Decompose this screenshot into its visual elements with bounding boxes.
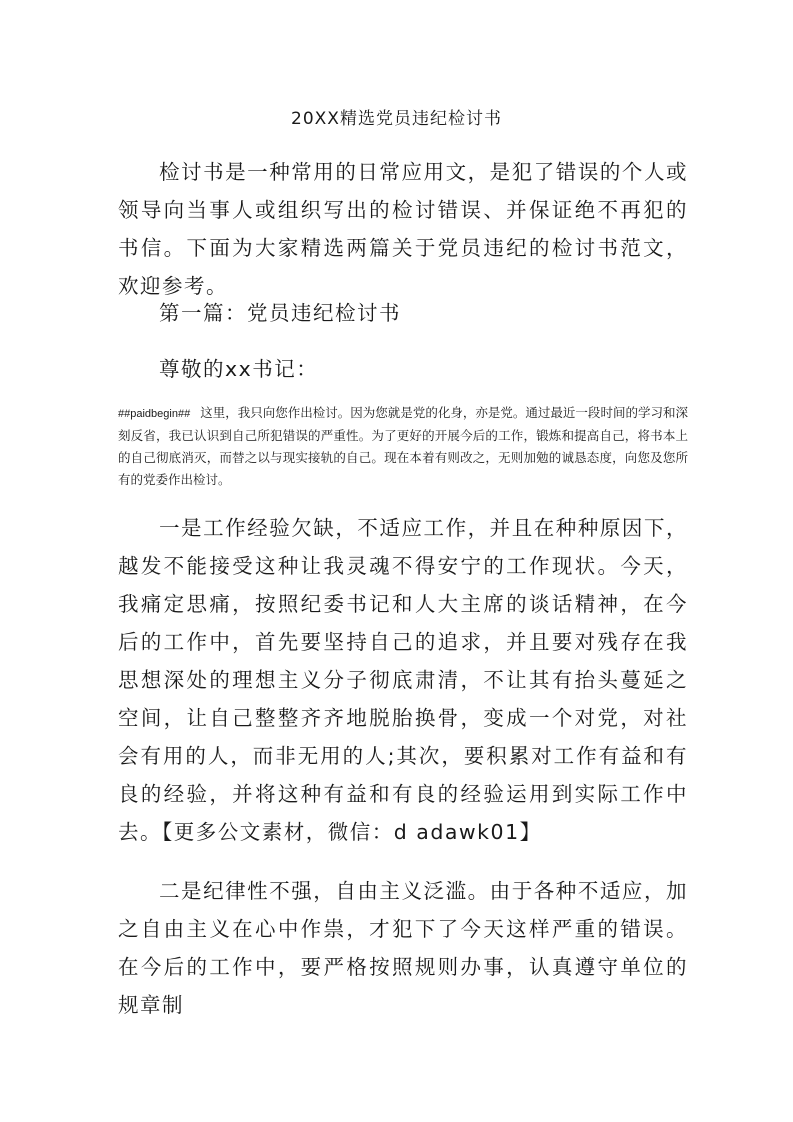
document-title: 20XX精选党员违纪检讨书 (291, 109, 502, 129)
small-paragraph-text: 这里，我只向您作出检讨。因为您就是党的化身，亦是党。通过最近一段时间的学习和深刻反省，我已认识到自己所犯错误的严重性。为了更好的开展今后的工作，锻炼和提高自己，将书本上的自己彻底消灭，而替之以与现实接轨的自己。现在本着有则改之，无则加勉的诚恳态度，向您及您所有的党委作出检讨。 (118, 405, 688, 487)
intro-paragraph: 检讨书是一种常用的日常应用文，是犯了错误的个人或领导向当事人或组织写出的检讨错误、并保证绝不再犯的书信。下面为大家精选两篇关于党员违纪的检讨书范文，欢迎参考。 (118, 160, 688, 298)
small-paragraph (118, 402, 688, 491)
salutation: 尊敬的xx书记： (159, 357, 319, 381)
section-heading: 第一篇：党员违纪检讨书 (159, 301, 401, 325)
paid-marker: ##paidbegin## (118, 408, 191, 420)
body-paragraph-2: 二是纪律性不强，自由主义泛滥。由于各种不适应，加之自由主义在心中作祟，才犯下了今天这样严重的错误。在今后的工作中，要严格按照规则办事，认真遵守单位的规章制 (118, 879, 688, 1017)
body-paragraph-1: 一是工作经验欠缺，不适应工作，并且在种种原因下，越发不能接受这种让我灵魂不得安宁的工作现状。今天，我痛定思痛，按照纪委书记和人大主席的谈话精神，在今后的工作中，首先要坚持自己的追求，并且要对残存在我思想深处的理想主义分子彻底肃清，不让其有抬头蔓延之空间，让自己整整齐齐地脱胎换骨，变成一个对党，对社会有用的人，而非无用的人;其次，要积累对工作有益和有良的经验，并将这种有益和有良的经验运用到实际工作中去。【更多公文素材，微信：d adawk01】 (118, 516, 688, 844)
